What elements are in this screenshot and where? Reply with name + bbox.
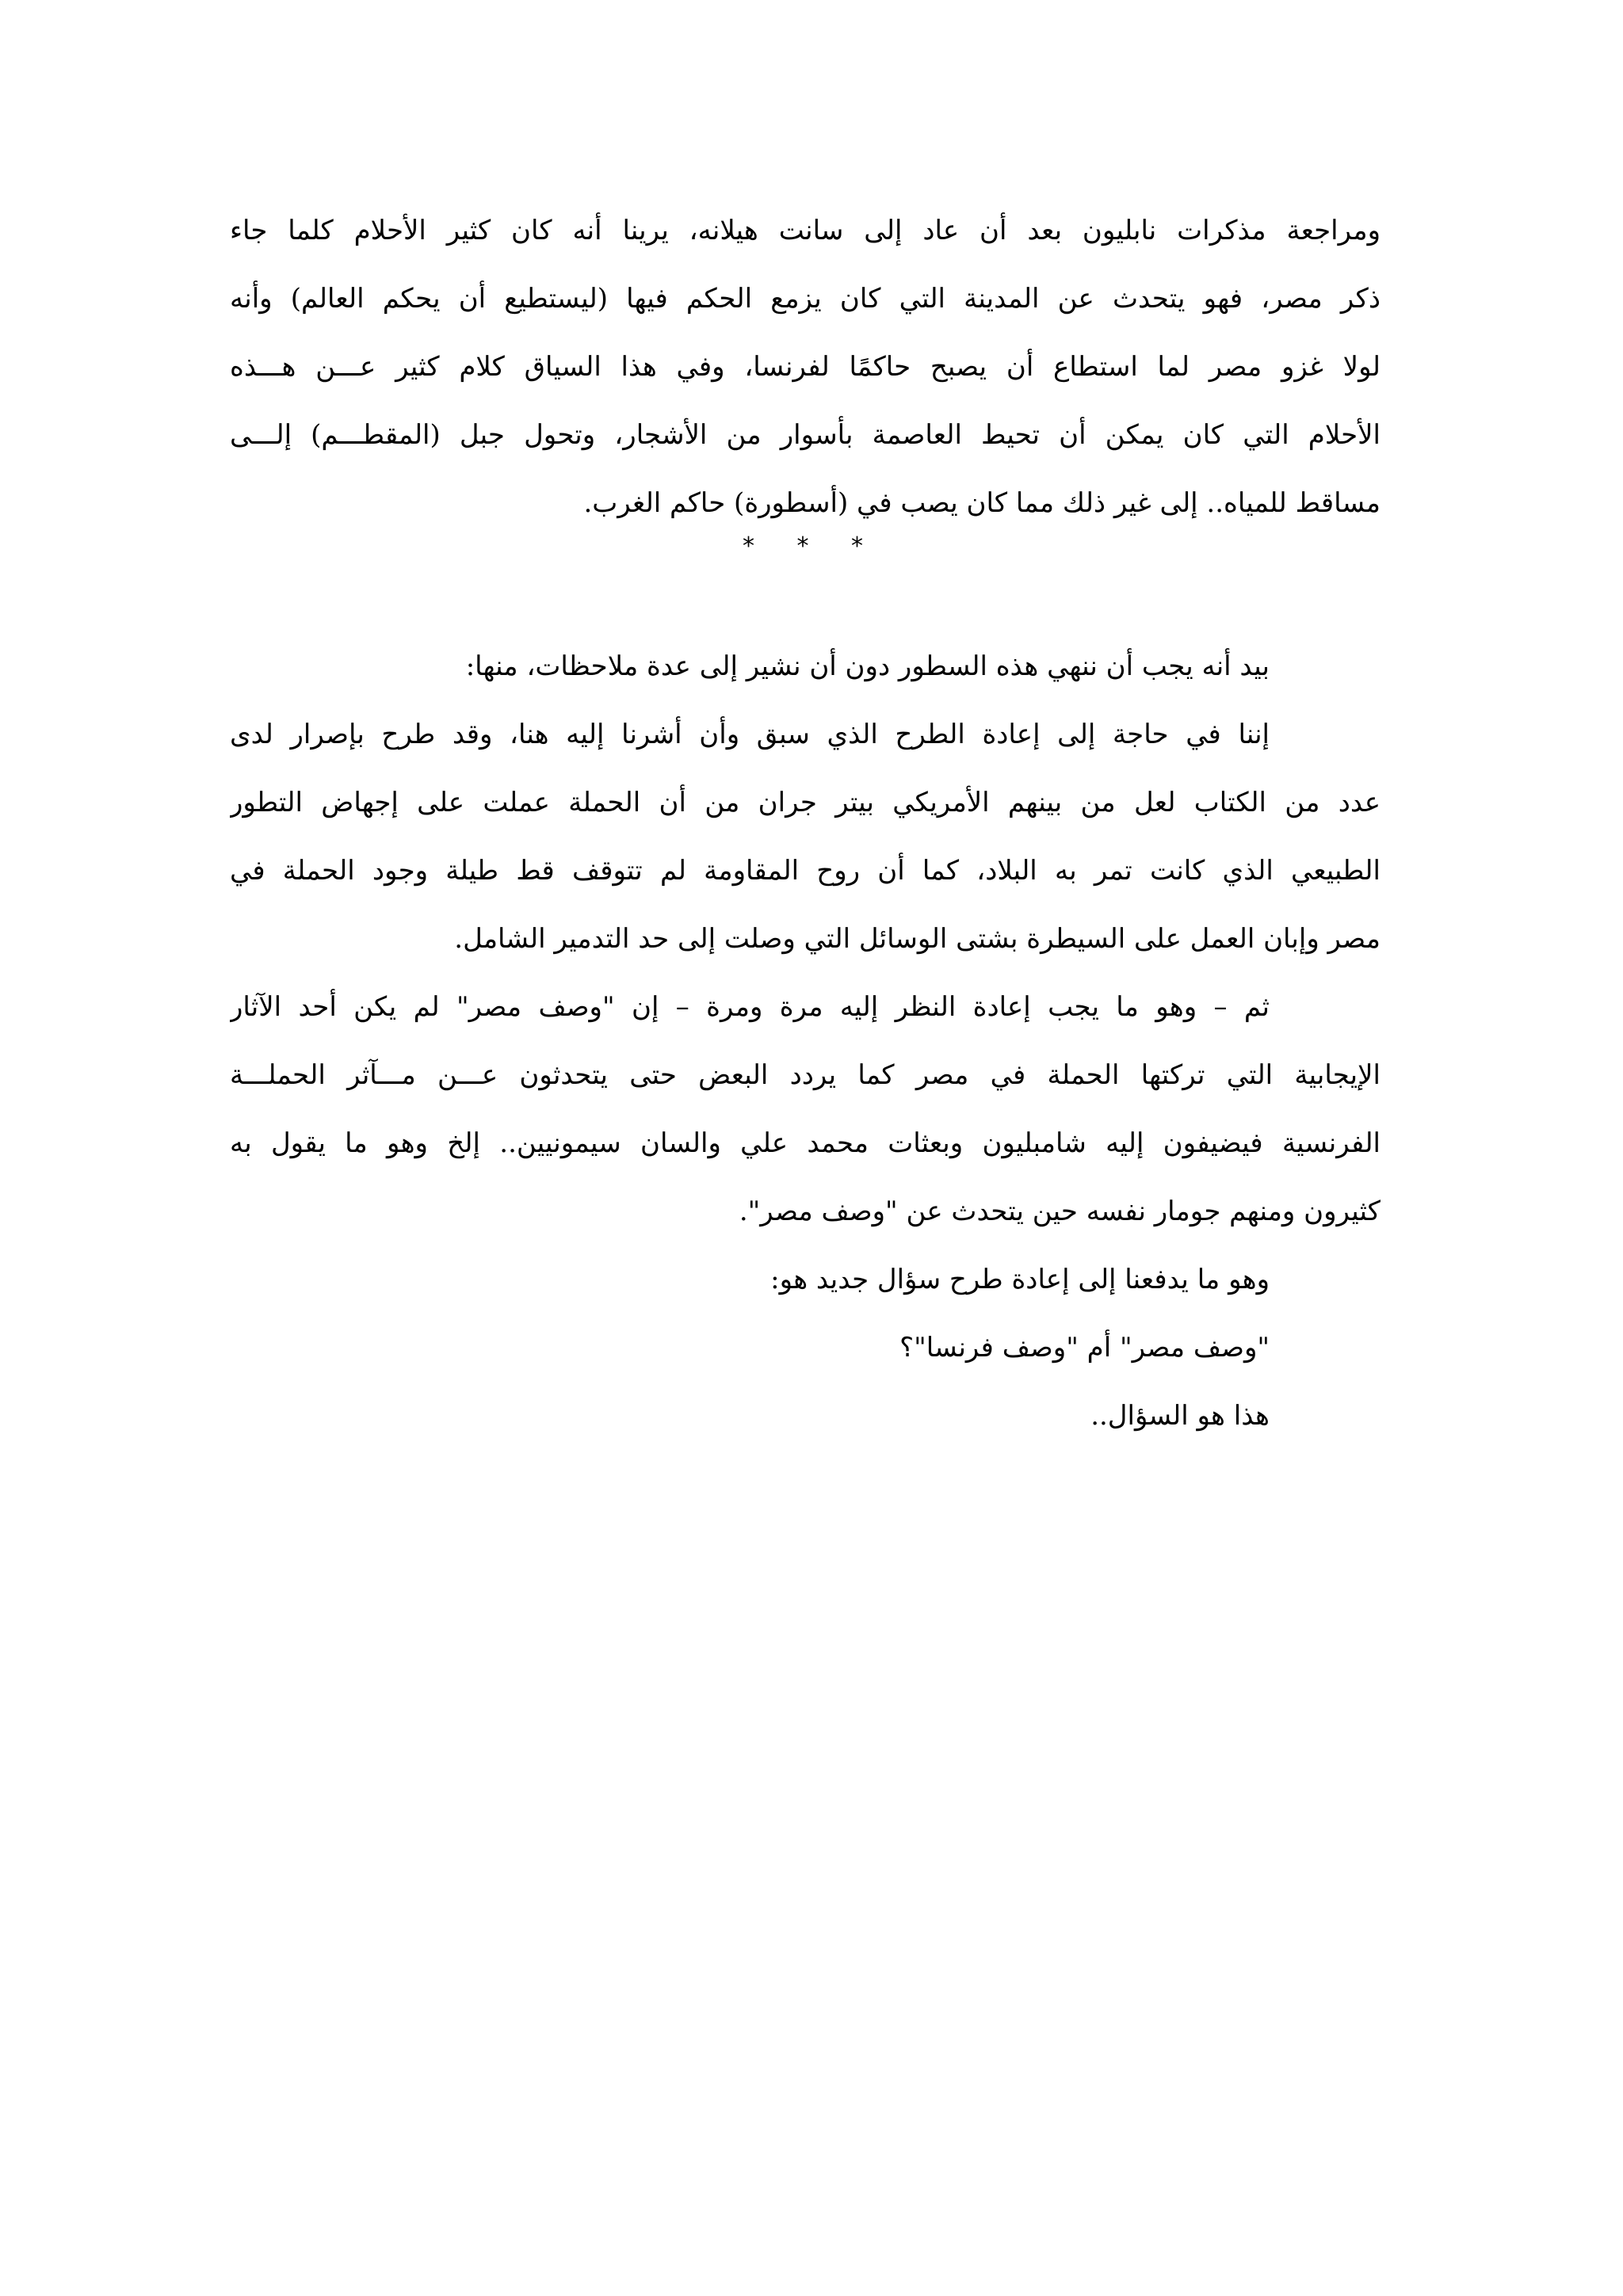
paragraph bbox=[230, 973, 1381, 1245]
text-line: الإيجابية التي تركتها الحملة في مصر كما يردد البعض حتى يتحدثون عـــن مـــآثر الحملـــة bbox=[230, 1059, 1381, 1091]
text-line: مساقط للمياه.. إلى غير ذلك مما كان يصب في (أسطورة) حاكم الغرب. bbox=[583, 487, 1381, 519]
text-line: كثيرون ومنهم جومار نفسه حين يتحدث عن "وصف مصر". bbox=[739, 1196, 1381, 1227]
paragraph bbox=[230, 196, 1381, 537]
text-line: ومراجعة مذكرات نابليون بعد أن عاد إلى سانت هيلانه، يرينا أنه كان كثير الأحلام كلما جاء bbox=[230, 215, 1381, 246]
paragraph bbox=[230, 1245, 1381, 1314]
text-line: ذكر مصر، فهو يتحدث عن المدينة التي كان يزمع الحكم فيها (ليستطيع أن يحكم العالم) وأنه bbox=[230, 283, 1381, 315]
text-line: ثم – وهو ما يجب إعادة النظر إليه مرة ومرة – إن "وصف مصر" لم يكن أحد الآثار bbox=[230, 991, 1270, 1023]
body-text-bottom bbox=[230, 632, 1381, 1450]
text-line: الفرنسية فيضيفون إليه شامبليون وبعثات محمد علي والسان سيمونيين.. إلخ وهو ما يقول به bbox=[230, 1127, 1381, 1159]
paragraph bbox=[230, 700, 1381, 973]
paragraph bbox=[230, 1382, 1381, 1450]
section-separator: * * * bbox=[742, 532, 881, 560]
text-line: إننا في حاجة إلى إعادة الطرح الذي سبق وأن أشرنا إليه هنا، وقد طرح بإصرار لدى bbox=[230, 719, 1270, 750]
paragraph bbox=[230, 1314, 1381, 1382]
text-line: عدد من الكتاب لعل من بينهم الأمريكي بيتر جران من أن الحملة عملت على إجهاض التطور bbox=[230, 787, 1381, 818]
text-line: الأحلام التي كان يمكن أن تحيط العاصمة بأسوار من الأشجار، وتحول جبل (المقطـــم) إلـــى bbox=[230, 419, 1381, 451]
text-line: بيد أنه يجب أن ننهي هذه السطور دون أن نشير إلى عدة ملاحظات، منها: bbox=[465, 650, 1270, 682]
body-text-top bbox=[230, 196, 1381, 537]
text-line: الطبيعي الذي كانت تمر به البلاد، كما أن روح المقاومة لم تتوقف قط طيلة وجود الحملة في bbox=[230, 855, 1381, 887]
text-line: "وصف مصر" أم "وصف فرنسا"؟ bbox=[899, 1332, 1270, 1363]
text-line: لولا غزو مصر لما استطاع أن يصبح حاكمًا لفرنسا، وفي هذا السياق كلام كثير عـــن هـــذه bbox=[230, 351, 1381, 383]
text-line: مصر وإبان العمل على السيطرة بشتى الوسائل التي وصلت إلى حد التدمير الشامل. bbox=[454, 923, 1381, 955]
text-line: وهو ما يدفعنا إلى إعادة طرح سؤال جديد هو: bbox=[770, 1264, 1270, 1295]
text-line: هذا هو السؤال.. bbox=[1090, 1400, 1270, 1432]
paragraph bbox=[230, 632, 1381, 700]
